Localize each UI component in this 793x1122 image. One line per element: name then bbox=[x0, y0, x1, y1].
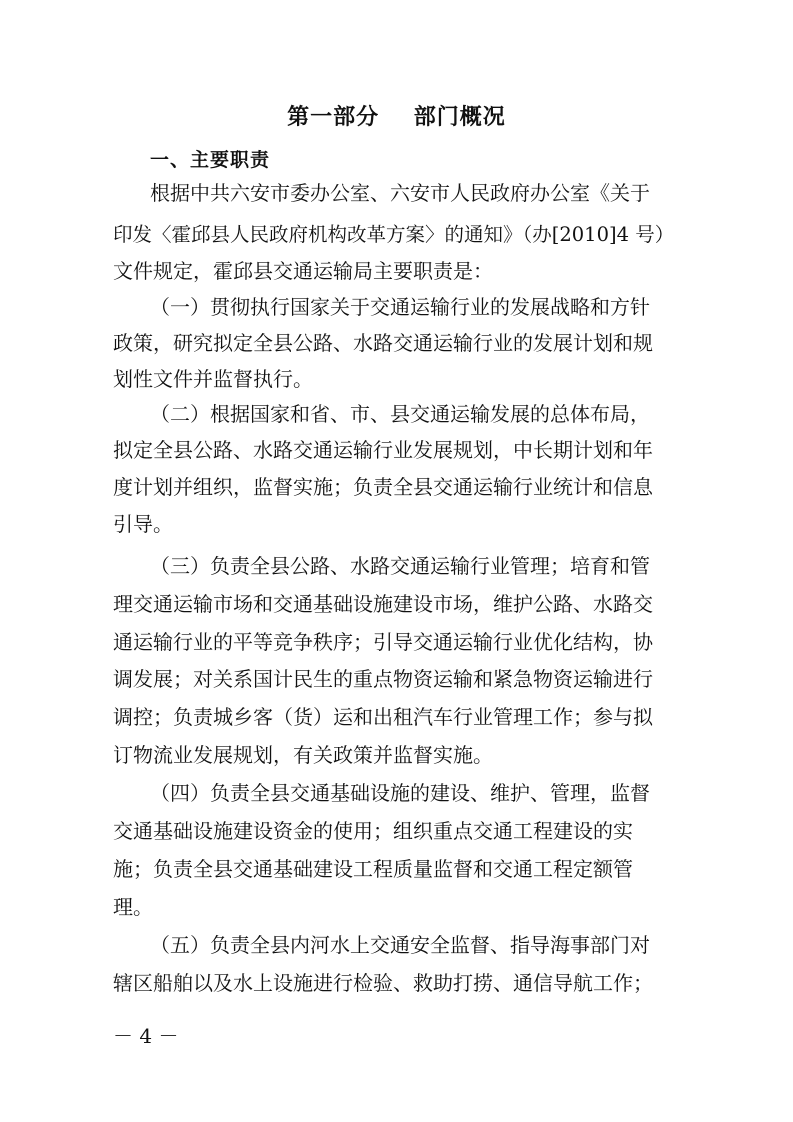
paragraph-line: 政策，研究拟定全县公路、水路交通运输行业的发展计划和规 bbox=[113, 331, 653, 355]
paragraph-line: （三）负责全县公路、水路交通运输行业管理；培育和管 bbox=[150, 554, 650, 578]
paragraph-line: 度计划并组织，监督实施；负责全县交通运输行业统计和信息 bbox=[113, 475, 653, 499]
paragraph-line: （五）负责全县内河水上交通安全监督、指导海事部门对 bbox=[150, 933, 650, 957]
paragraph-line: 施；负责全县交通基础建设工程质量监督和交通工程定额管 bbox=[113, 857, 633, 881]
paragraph-line: 订物流业发展规划，有关政策并监督实施。 bbox=[113, 743, 493, 767]
paragraph-line: （四）负责全县交通基础设施的建设、维护、管理，监督 bbox=[150, 781, 650, 805]
paragraph-line: （一）贯彻执行国家关于交通运输行业的发展战略和方针 bbox=[150, 295, 650, 319]
paragraph-line: 理交通运输市场和交通基础设施建设市场，维护公路、水路交 bbox=[113, 592, 653, 616]
page-number: － 4 － bbox=[113, 1024, 179, 1048]
paragraph-line: 辖区船舶以及水上设施进行检验、救助打捞、通信导航工作； bbox=[113, 971, 653, 995]
paragraph-line: 调控；负责城乡客（货）运和出租汽车行业管理工作；参与拟 bbox=[113, 705, 653, 729]
paragraph-line: 交通基础设施建设资金的使用；组织重点交通工程建设的实 bbox=[113, 819, 633, 843]
paragraph-line: 根据中共六安市委办公室、六安市人民政府办公室《关于 bbox=[150, 181, 650, 205]
paragraph-line: 拟定全县公路、水路交通运输行业发展规划，中长期计划和年 bbox=[113, 438, 653, 462]
paragraph-line: 引导。 bbox=[113, 512, 173, 536]
paragraph-line: 理。 bbox=[113, 895, 153, 919]
paragraph-line: 划性文件并监督执行。 bbox=[113, 367, 313, 391]
paragraph-line: 通运输行业的平等竞争秩序；引导交通运输行业优化结构，协 bbox=[113, 630, 653, 654]
paragraph-line: 调发展；对关系国计民生的重点物资运输和紧急物资运输进行 bbox=[113, 667, 653, 691]
page-title: 第一部分 部门概况 bbox=[287, 105, 506, 130]
section-heading: 一、主要职责 bbox=[150, 149, 271, 171]
paragraph-line: 印发〈霍邱县人民政府机构改革方案〉的通知》（办[2010]4 号） bbox=[113, 223, 675, 246]
paragraph-line: 文件规定，霍邱县交通运输局主要职责是： bbox=[113, 259, 493, 283]
paragraph-line: （二）根据国家和省、市、县交通运输发展的总体布局， bbox=[150, 402, 650, 426]
